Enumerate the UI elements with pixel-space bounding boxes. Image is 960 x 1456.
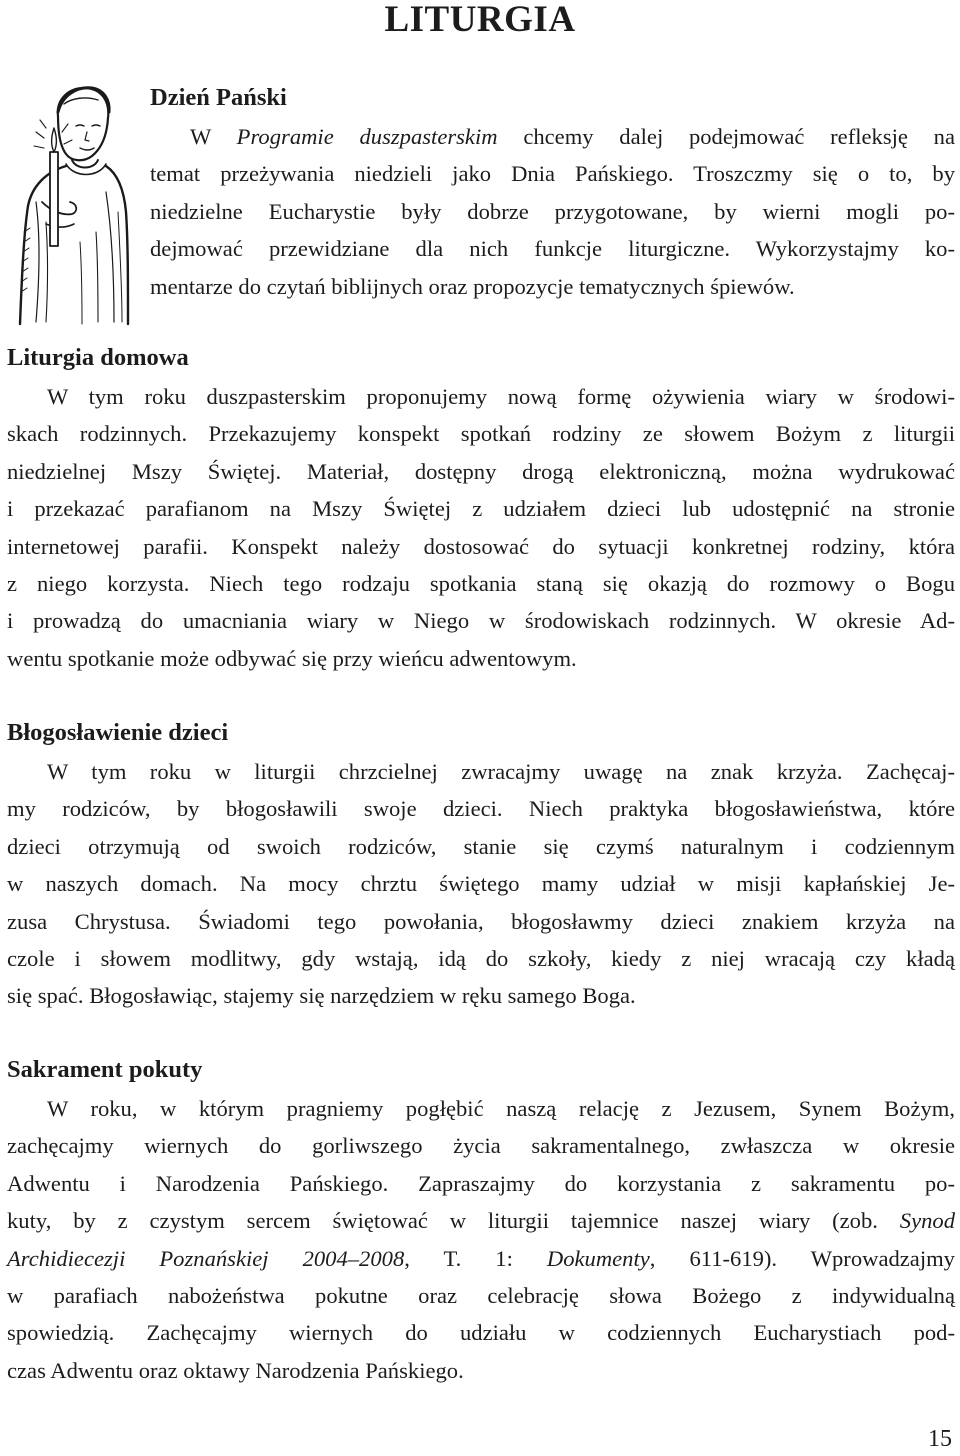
section-body-sakrament-pokuty: W roku, w którym pragniemy pogłębić naszą relację z Jezusem, Synem Bożym, zachęcajmy wiernych do gorliwszego życia sakramentalnego, zwłaszcza w okresie Adwentu i Narodzenia Pańskiego. Zapraszajmy do korzystania z sakramentu po- kuty, by z czystym sercem świętować w liturgii tajemnice naszej wiary (zob. Synod Archidiecezji Poznańskiej 2004–2008, T. 1: Dokumenty, 611-619). Wprowadzajmy w parafiach nabożeństwa pokutne oraz celebrację słowa Bożego z indywidualną spowiedzią. Zachęcajmy wiernych do udziału w codziennych Eucharystiach pod- czas Adwentu oraz oktawy Narodzenia Pańskiego. (7, 1096, 955, 1383)
page-title: LITURGIA (384, 0, 576, 40)
altar-server-with-candle-icon (6, 82, 132, 328)
section-heading-dzien-panski: Dzień Pański (150, 84, 287, 111)
section-heading-blogoslawienie-dzieci: Błogosławienie dzieci (7, 719, 229, 746)
section-body-liturgia-domowa: W tym roku duszpasterskim proponujemy nową formę ożywienia wiary w środowi- skach rodzinnych. Przekazujemy konspekt spotkań rodziny ze słowem Bożym z liturgii niedzielnej Mszy Świętej. Materiał, dostępny drogą elektroniczną, można wydrukować i przekazać parafianom na Mszy Świętej z udziałem dzieci lub udostępnić na stronie internetowej parafii. Konspekt należy dostosować do sytuacji konkretnej rodziny, która z niego korzysta. Niech tego rodzaju spotkania staną się okazją do rozmowy o Bogu i prowadzą do umacniania wiary w Niego w środowiskach rodzinnych. W okresie Ad- wentu spotkanie może odbywać się przy wieńcu adwentowym. (7, 384, 955, 671)
section-body-blogoslawienie-dzieci: W tym roku w liturgii chrzcielnej zwracajmy uwagę na znak krzyża. Zachęcaj- my rodziców, by błogosławili swoje dzieci. Niech praktyka błogosławieństwa, które dzieci otrzymują od swoich rodziców, stanie się czymś naturalnym i codziennym w naszych domach. Na mocy chrztu świętego mamy udział w misji kapłańskiej Je- zusa Chrystusa. Świadomi tego powołania, błogosławmy dzieci znakiem krzyża na czole i słowem modlitwy, gdy wstają, idą do szkoły, kiedy z niej wracają czy kładą się spać. Błogosławiąc, stajemy się narzędziem w ręku samego Boga. (7, 759, 955, 1009)
section-heading-liturgia-domowa: Liturgia domowa (7, 344, 189, 371)
section-body-dzien-panski: W Programie duszpasterskim chcemy dalej podejmować refleksję na temat przeżywania niedzieli jako Dnia Pańskiego. Troszczmy się o to, by niedzielne Eucharystie były dobrze przygotowane, by wierni mogli po- dejmować przewidziane dla nich funkcje liturgiczne. Wykorzystajmy ko- mentarze do czytań biblijnych oraz propozycje tematycznych śpiewów. (150, 124, 955, 299)
section-heading-sakrament-pokuty: Sakrament pokuty (7, 1056, 203, 1083)
page-number: 15 (928, 1426, 952, 1452)
